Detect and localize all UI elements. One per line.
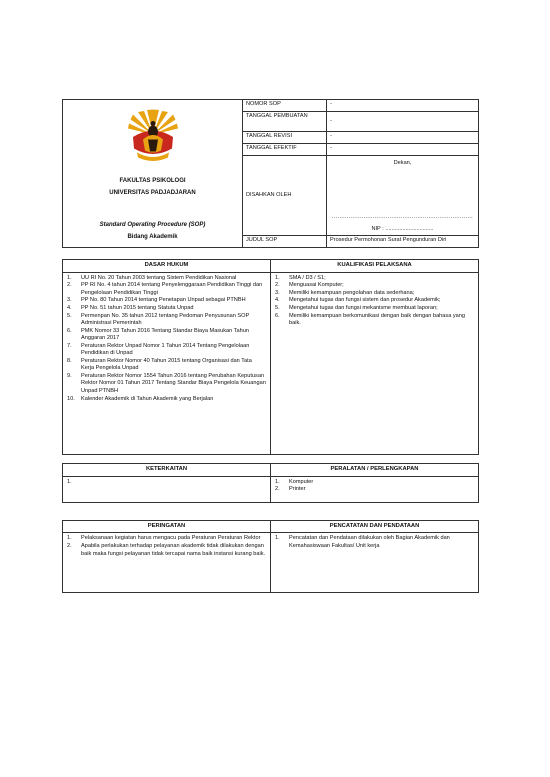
field-name: Bidang Akademik bbox=[127, 234, 178, 241]
list-item: 3. Memiliki kemampuan pengolahan data sederhana; bbox=[275, 289, 415, 296]
relations-equipment-table bbox=[62, 463, 479, 503]
list-item: 10. Kalender Akademik di Tahun Akademik yang Berjalan bbox=[67, 395, 214, 402]
dasar-hukum-heading: DASAR HUKUM bbox=[63, 260, 271, 273]
signature-block bbox=[327, 156, 479, 236]
nomor-sop-value: - bbox=[327, 100, 479, 112]
list-item: 1. Pelaksanaan kegiatan harus mengacu pada Peraturan Peraturan Rektor bbox=[67, 535, 261, 542]
list-item: 3. PP No. 80 Tahun 2014 tentang Penetapan Unpad sebagai PTNBH bbox=[67, 297, 246, 304]
unpad-logo-icon bbox=[128, 109, 178, 165]
kualifikasi-list bbox=[271, 272, 479, 454]
peralatan-list bbox=[271, 476, 479, 502]
sop-title: Standard Operating Procedure (SOP) bbox=[99, 222, 206, 229]
peringatan-heading: PERINGATAN bbox=[63, 520, 271, 533]
keterkaitan-list bbox=[63, 476, 271, 502]
list-item: 2. PP RI No. 4 tahun 2014 tentang Penyelenggaraan Pendidikan Tinggi dan Pengelolaan Pendidikan Tinggi bbox=[67, 282, 263, 296]
dasar-hukum-list bbox=[63, 272, 271, 454]
judul-sop-label: JUDUL SOP bbox=[243, 236, 327, 248]
list-item: 6. PMK Nomor 33 Tahun 2016 Tentang Standar Biaya Masukan Tahun Anggaran 2017 bbox=[67, 327, 249, 342]
tanggal-pembuatan-value: - bbox=[327, 112, 479, 132]
list-item: 1. Pencatatan dan Pendataan dilakukan oleh Bagian Akademik dan Kemahasiswaan Fakultas/ Unit kerja bbox=[275, 535, 450, 549]
list-item: 4. Mengetahui tugas dan fungsi sistem dan prosedur Akademik; bbox=[275, 297, 441, 304]
tanggal-efektif-value: - bbox=[327, 144, 479, 156]
list-item: 7. Peraturan Rektor Unpad Nomor 1 Tahun 2014 Tentang Pengelolaan Pendidikan di Unpad bbox=[67, 342, 250, 357]
list-item: 1. bbox=[67, 478, 72, 485]
identity-cell bbox=[63, 100, 243, 248]
approved-by-label: DISAHKAN OLEH bbox=[243, 156, 327, 236]
tanggal-revisi-value: - bbox=[327, 132, 479, 144]
warnings-records-table bbox=[62, 520, 479, 594]
university-name: UNIVERSITAS PADJADJARAN bbox=[109, 190, 196, 197]
legal-basis-table bbox=[62, 259, 479, 455]
list-item: 2. Printer bbox=[275, 486, 306, 493]
signature-line: ............................................................................ bbox=[332, 213, 473, 220]
judul-sop-value: Prosedur Permohonan Surat Pengunduran Diri bbox=[327, 236, 479, 248]
tanggal-pembuatan-label: TANGGAL PEMBUATAN bbox=[243, 112, 327, 132]
list-item: 1. SMA / D3 / S1; bbox=[275, 274, 326, 281]
sop-header-table bbox=[62, 99, 479, 248]
nip-line: NIP : ............................... bbox=[371, 226, 434, 233]
list-item: 2. Apabila perlakukan terhadap pelayanan akademik tidak dilakukan dengan baik maka fungsi pelayanan tidak tercapai nama baik instansi kurang baik. bbox=[67, 542, 266, 557]
list-item: 2. Menguasai Komputer; bbox=[275, 282, 344, 289]
keterkaitan-heading: KETERKAITAN bbox=[63, 463, 271, 476]
peringatan-list bbox=[63, 533, 271, 593]
pencatatan-heading: PENCATATAN DAN PENDATAAN bbox=[271, 520, 479, 533]
tanggal-revisi-label: TANGGAL REVISI bbox=[243, 132, 327, 144]
approver-title: Dekan, bbox=[393, 160, 412, 166]
list-item: 9. Peraturan Rektor Nomor 1554 Tahun 2016 tentang Perubahan Keputusan Rektor Nomor 01 Tahun 2017 Tentang Standar Biaya Pengelola Keuangan Unpad PTNBH bbox=[67, 372, 266, 395]
list-item: 5. Mengetahui tugas dan fungsi mekanisme membuat laporan; bbox=[275, 305, 438, 311]
list-item: 8. Peraturan Rektor Nomor 40 Tahun 2015 tentang Organisasi dan Tata Kerja Pengelola Unpad bbox=[67, 357, 252, 372]
list-item: 1. UU RI No. 20 Tahun 2003 tentang Sistem Pendidikan Nasional bbox=[67, 274, 237, 281]
kualifikasi-heading: KUALIFIKASI PELAKSANA bbox=[271, 260, 479, 273]
faculty-name: FAKULTAS PSIKOLOGI bbox=[119, 178, 186, 184]
list-item: 5. Permenpan No. 35 tahun 2012 tentang Pedoman Penyusunan SOP Administrasi Pemerintah bbox=[67, 312, 250, 327]
list-item: 1. Komputer bbox=[275, 478, 314, 485]
nomor-sop-label: NOMOR SOP bbox=[243, 100, 327, 112]
list-item: 4. PP No. 51 tahun 2015 tentang Statuta Unpad bbox=[67, 305, 194, 311]
sop-document bbox=[62, 99, 478, 593]
tanggal-efektif-label: TANGGAL EFEKTIF bbox=[243, 144, 327, 156]
peralatan-heading: PERALATAN / PERLENGKAPAN bbox=[271, 463, 479, 476]
list-item: 6. Memiliki kemampuan berkomunikasi dengan baik dengan bahasa yang baik. bbox=[275, 312, 465, 327]
pencatatan-list bbox=[271, 533, 479, 593]
